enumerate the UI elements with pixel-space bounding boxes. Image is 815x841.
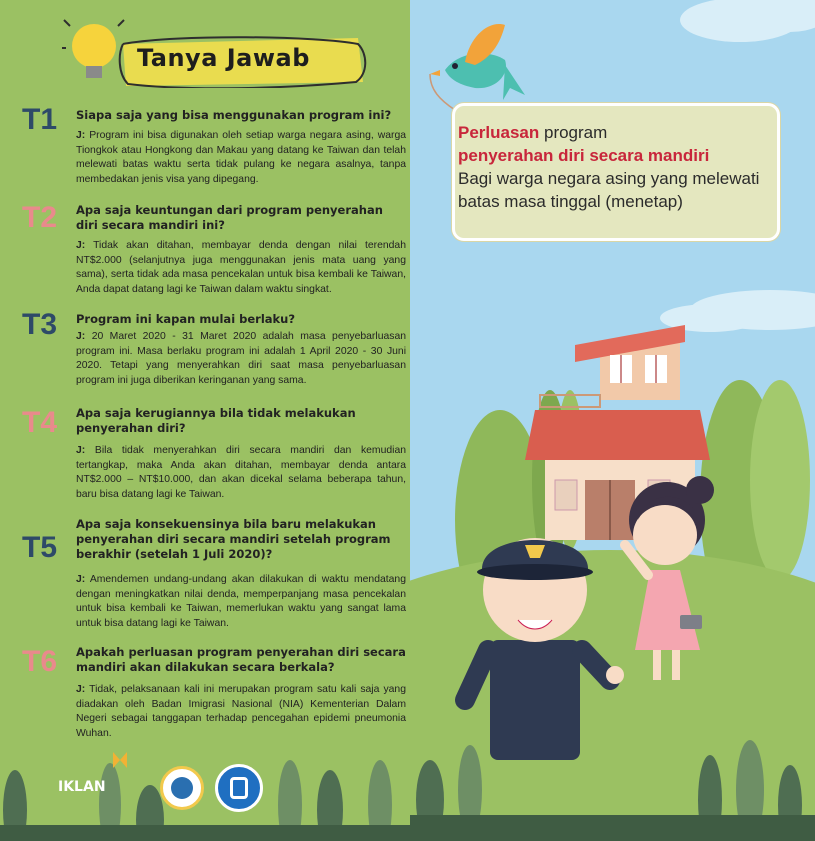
question-number: T6 [22, 645, 58, 678]
speech-highlight-2: penyerahan diri secara mandiri [458, 146, 710, 165]
question-text: Siapa saja yang bisa menggunakan program ini? [76, 108, 392, 122]
page-title: Tanya Jawab [137, 44, 310, 72]
nia-seal-logo [160, 766, 204, 810]
answer-text: J: Amendemen undang-undang akan dilakukan di waktu mendatang dengan meningkatkan nilai denda, memperpanjang masa pencekalan untuk bisa kembali ke Taiwan, memerlukan waktu yang sangat lama untuk bisa datang lagi ke Taiwan. [76, 574, 406, 629]
question-number: T5 [22, 531, 58, 564]
answer-text: J: Tidak akan ditahan, membayar denda dengan nilai terendah NT$2.000 (selanjutnya juga menggunakan jenis mata uang yang sama), serta tidak ada masa pencekalan untuk bisa kembali ke Taiwan, Anda dapat datang lagi ke Taiwan dalam waktu singkat. [76, 240, 406, 295]
speech-highlight-1: Perluasan [458, 123, 540, 142]
bird-icon [430, 24, 525, 110]
answer-text: J: 20 Maret 2020 - 31 Maret 2020 adalah masa penyebarluasan program ini. Masa berlaku program ini adalah 1 April 2020 - 30 Juni 2020. Tetapi yang menyerahkan diri saat masa penyebarluasan program ini juga diberikan keringanan yang sama. [76, 331, 407, 386]
ad-label: IKLAN [58, 779, 106, 795]
question-number: T3 [22, 308, 58, 341]
answer-text: J: Tidak, pelaksanaan kali ini merupakan program satu kali saja yang diadakan oleh Badan Imigrasi Nasional (NIA) Kementerian Dalam Negeri sebagai tanggapan terhadap pencegahan epidemi pneumonia Wuhan. [76, 684, 406, 739]
butterfly-icon [113, 752, 127, 768]
speech-text [458, 121, 778, 213]
speech-line-3: Bagi warga negara asing yang melewati batas masa tinggal (menetap) [458, 169, 760, 211]
question-number: T2 [22, 201, 58, 234]
question-text: Apa saja kerugiannya bila tidak melakukan penyerahan diri? [76, 406, 356, 435]
question-number: T4 [22, 406, 58, 439]
answer-text: J: Program ini bisa digunakan oleh setiap warga negara asing, warga Tiongkok atau Hongkong dan Makau yang datang ke Taiwan dan telah melewati batas waktu serta tidak pulang ke negara asalnya, tanpa membedakan jenis visa yang dipegang. [76, 130, 406, 185]
question-text: Apa saja keuntungan dari program penyerahan diri secara mandiri ini? [76, 203, 383, 232]
question-number: T1 [22, 103, 58, 136]
ministry-logo [215, 764, 263, 812]
lightbulb-icon [62, 18, 126, 92]
question-text: Apakah perluasan program penyerahan diri secara mandiri akan dilakukan secara berkala? [76, 645, 406, 674]
question-text: Program ini kapan mulai berlaku? [76, 312, 296, 326]
answer-text: J: Bila tidak menyerahkan diri secara mandiri dan kemudian tertangkap, maka Anda akan ditahan, membayar denda antara NT$2.000 – NT$10.000, dan akan dicekal selama beberapa tahun, baru bisa datang lagi ke Taiwan. [76, 445, 407, 500]
question-text: Apa saja konsekuensinya bila baru melakukan penyerahan diri secara mandiri setelah program berakhir (setelah 1 Juli 2020)? [76, 517, 391, 561]
speech-line-1: program [539, 123, 608, 142]
